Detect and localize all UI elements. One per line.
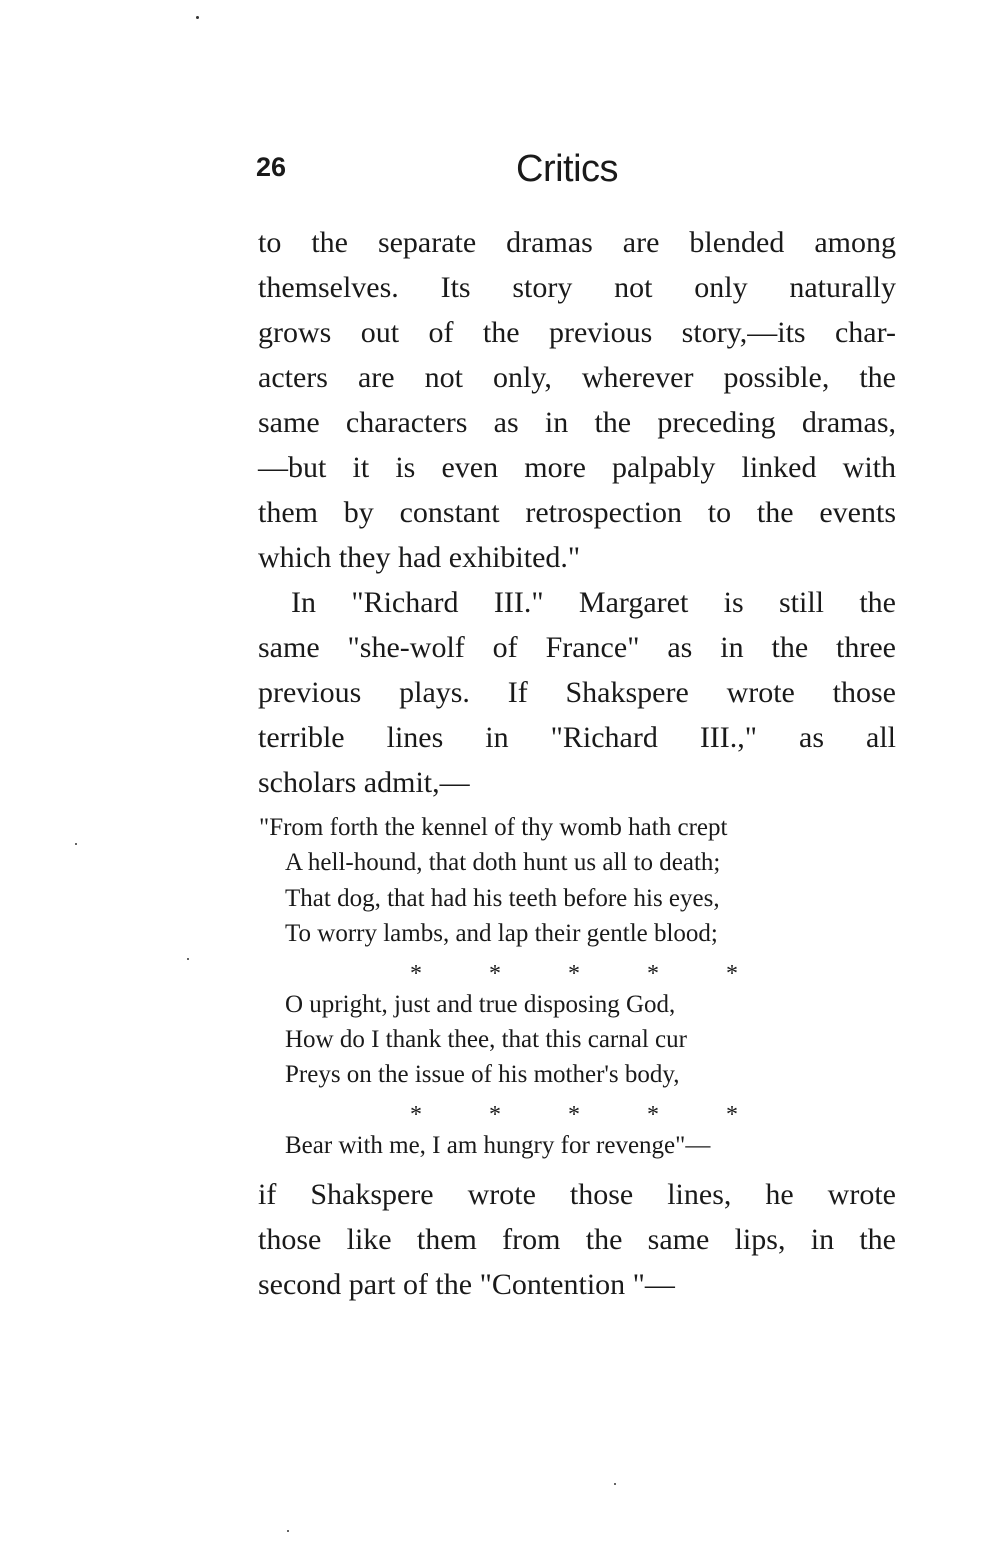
- verse-line: "From forth the kennel of thy womb hath crept: [259, 814, 728, 841]
- paragraph-1-line: same characters as in the preceding dramas,: [258, 406, 896, 439]
- star-mark: *: [647, 1102, 659, 1128]
- verse-line: Bear with me, I am hungry for revenge"—: [285, 1132, 711, 1159]
- scan-speck: [196, 16, 199, 19]
- star-mark: *: [726, 961, 738, 987]
- star-mark: *: [647, 961, 659, 987]
- scan-speck: [287, 1530, 289, 1532]
- paragraph-1-line: themselves. Its story not only naturally: [258, 271, 896, 304]
- paragraph-1-line: to the separate dramas are blended among: [258, 226, 896, 259]
- star-mark: *: [410, 1102, 422, 1128]
- star-mark: *: [726, 1102, 738, 1128]
- verse-ellipsis-stars: [410, 1103, 738, 1127]
- star-mark: *: [568, 1102, 580, 1128]
- paragraph-2-line: previous plays. If Shakspere wrote those: [258, 676, 896, 709]
- star-mark: *: [410, 961, 422, 987]
- paragraph-1-line: grows out of the previous story,—its char-: [258, 316, 896, 349]
- paragraph-1-line: —but it is even more palpably linked with: [258, 451, 896, 484]
- scan-speck: [75, 843, 77, 845]
- verse-line: That dog, that had his teeth before his eyes,: [285, 885, 720, 912]
- verse-line: A hell-hound, that doth hunt us all to death;: [285, 849, 721, 876]
- paragraph-3-line: second part of the "Contention "—: [258, 1268, 675, 1301]
- verse-line: O upright, just and true disposing God,: [285, 991, 676, 1018]
- paragraph-3-line: those like them from the same lips, in the: [258, 1223, 896, 1256]
- paragraph-3-line: if Shakspere wrote those lines, he wrote: [258, 1178, 896, 1211]
- running-head: Critics: [516, 148, 619, 190]
- paragraph-1-line: acters are not only, wherever possible, the: [258, 361, 896, 394]
- scan-speck: [187, 958, 189, 960]
- star-mark: *: [489, 961, 501, 987]
- paragraph-1-line: them by constant retrospection to the events: [258, 496, 896, 529]
- star-mark: *: [489, 1102, 501, 1128]
- paragraph-2-line: terrible lines in "Richard III.," as all: [258, 721, 896, 754]
- scan-speck: [614, 1483, 616, 1485]
- paragraph-2-line: scholars admit,—: [258, 766, 470, 799]
- paragraph-1-line: which they had exhibited.": [258, 541, 581, 574]
- page-number: 26: [256, 152, 287, 182]
- verse-ellipsis-stars: [410, 962, 738, 986]
- verse-line: Preys on the issue of his mother's body,: [285, 1061, 680, 1088]
- star-mark: *: [568, 961, 580, 987]
- verse-line: How do I thank thee, that this carnal cur: [285, 1026, 687, 1053]
- paragraph-2-line: In "Richard III." Margaret is still the: [291, 586, 896, 619]
- verse-line: To worry lambs, and lap their gentle blood;: [285, 920, 718, 947]
- paragraph-2-line: same "she-wolf of France" as in the three: [258, 631, 896, 664]
